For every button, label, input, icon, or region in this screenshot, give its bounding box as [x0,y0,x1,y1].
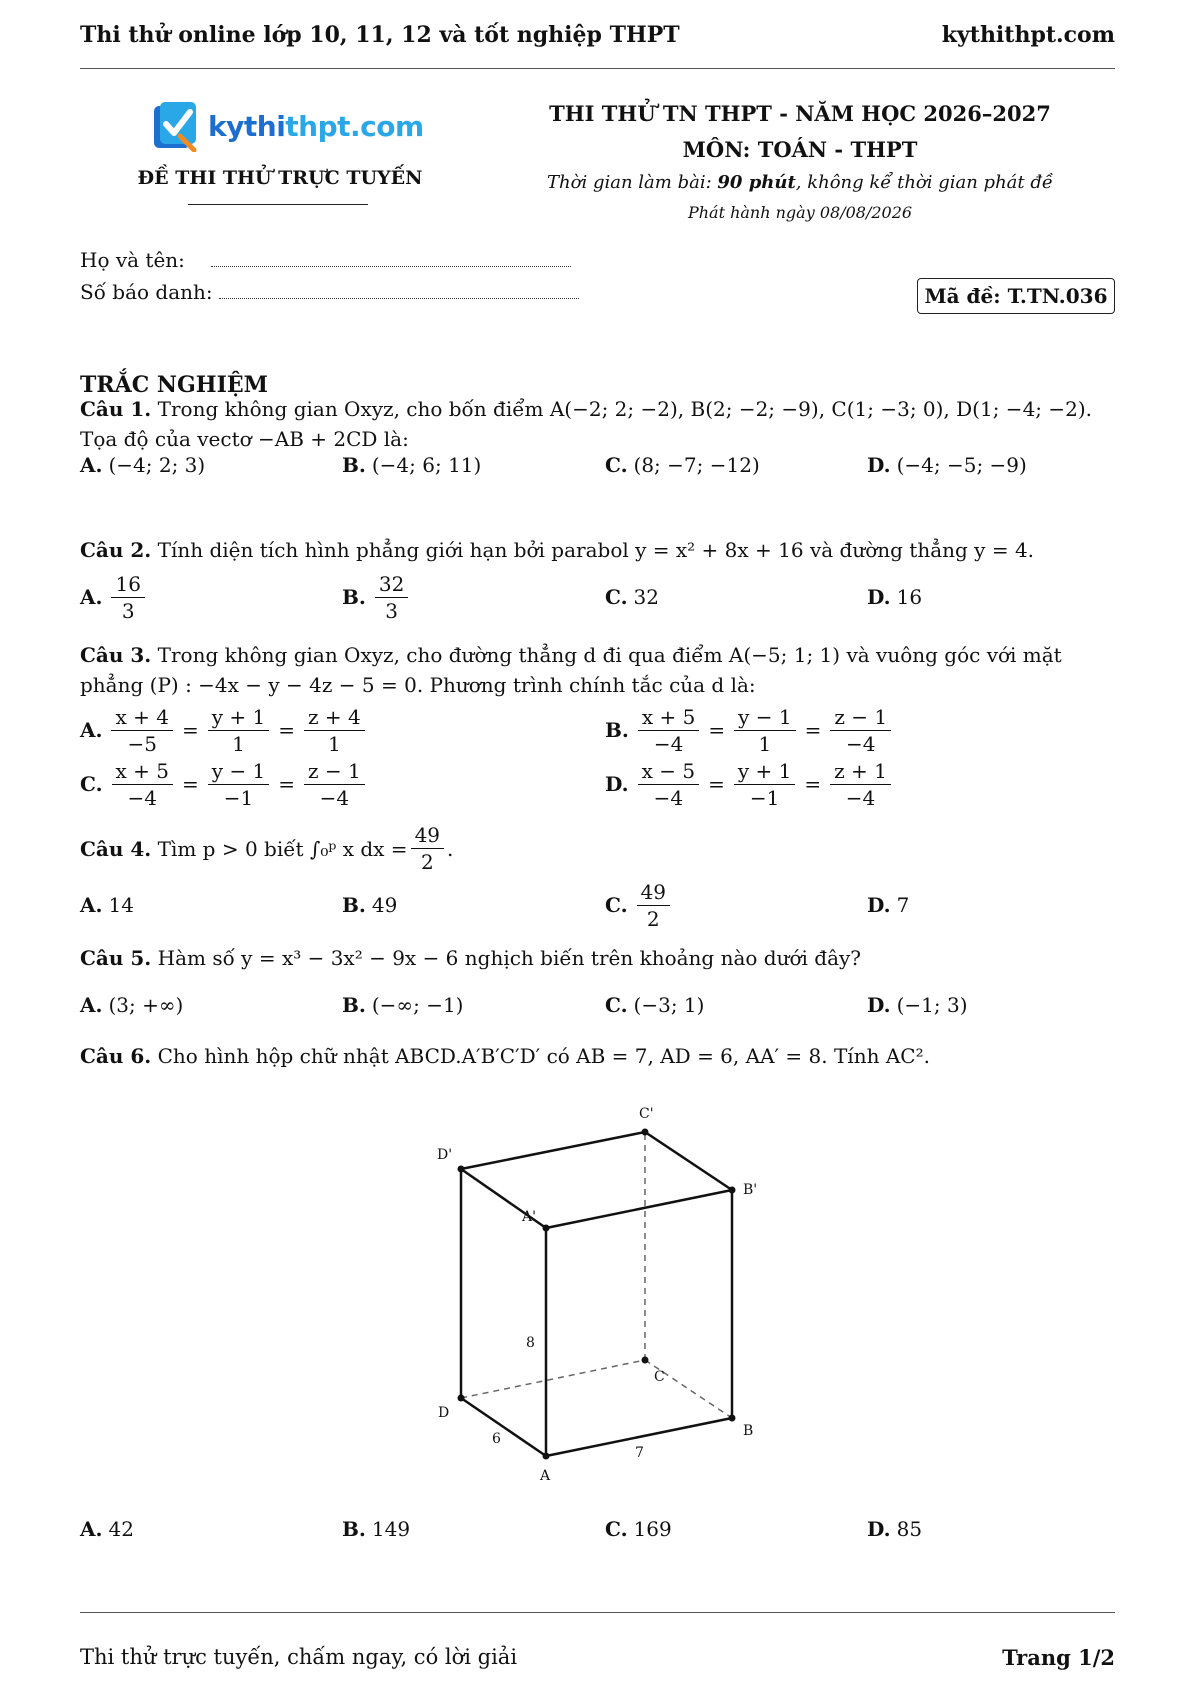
option-text: (3; +∞) [108,993,184,1017]
option-text: (−∞; −1) [371,993,464,1017]
equals-sign: = [181,718,199,742]
fraction-numerator: 16 [111,571,144,598]
edge-label-ad: 6 [492,1431,501,1447]
vertex-d1 [458,1166,465,1173]
option-d[interactable] [867,1504,922,1554]
question-text: Tính diện tích hình phẳng giới hạn bởi parabol y = x² + 8x + 16 và đường thẳng y = 4. [157,538,1035,562]
question-label: Câu 6. [80,1044,152,1068]
equals-sign: = [278,718,295,742]
option-label: A. [80,1517,103,1541]
equals-sign: = [804,772,822,796]
option-label: D. [867,453,891,477]
exam-subject: MÔN: TOÁN - THPT [682,137,918,162]
fraction-numerator: z + 1 [830,758,891,785]
id-label: Số báo danh: [80,280,213,304]
fraction-numerator: 32 [375,571,408,598]
cuboid-diagram [80,1085,1115,1505]
label-b1: B' [743,1182,758,1198]
footer-slogan: Thi thử trực tuyến, chấm ngay, có lời giải [80,1645,518,1669]
vertex-c [642,1357,649,1364]
option-b[interactable] [342,1504,410,1554]
equation-fraction [304,704,365,757]
option-d[interactable] [867,572,922,622]
question-label: Câu 2. [80,538,152,562]
label-d1: D' [437,1147,453,1163]
name-blank[interactable] [211,250,571,267]
fraction-denominator: 1 [758,731,772,756]
question-text: Trong không gian Oxyz, cho đường thẳng d đi qua điểm A(−5; 1; 1) và vuông góc với mặt phẳng (P) : −4x − y − 4z − 5 = 0. Phương trình chính tắc của d là: [80,643,1062,697]
option-label: C. [605,453,628,477]
question-label: Câu 1. [80,397,152,421]
question-label: Câu 4. [80,836,152,861]
vertex-b1 [729,1187,736,1194]
equation-fraction [304,758,365,811]
option-c[interactable] [605,880,673,930]
option-label: C. [605,1517,628,1541]
fraction-denominator: −5 [127,731,157,756]
option-a[interactable] [80,440,205,490]
option-label: D. [605,772,629,796]
logo-part-1: kythi [208,110,286,143]
option-label: B. [342,453,366,477]
edge-d1c1 [461,1132,645,1169]
option-label: A. [80,993,103,1017]
fraction-numerator: 49 [411,822,444,849]
equation-fraction [734,704,796,757]
edge-b1a1 [546,1190,732,1228]
equals-sign: = [708,772,725,796]
equals-sign: = [278,772,296,796]
page-number: Trang 1/2 [1002,1645,1115,1670]
question-label: Câu 5. [80,946,152,970]
option-fraction [375,571,408,624]
question-4 [80,822,1115,875]
equals-sign: = [708,718,726,742]
option-label: A. [80,893,103,917]
time-value: 90 phút [717,172,796,193]
option-text: (−4; 6; 11) [371,453,482,477]
question-label: Câu 3. [80,643,152,667]
option-d[interactable] [605,759,894,809]
logo-part-2: thpt.com [285,110,424,143]
time-prefix: Thời gian làm bài: [547,172,718,193]
exam-title: THI THỬ TN THPT - NĂM HỌC 2026–2027 [549,101,1051,126]
exam-release-date: Phát hành ngày 08/08/2026 [687,203,913,222]
label-c1: C' [639,1106,654,1122]
fraction-denominator: 3 [121,598,135,623]
footer-divider [80,1612,1115,1613]
option-text: (−4; −5; −9) [896,453,1027,477]
equation-fraction [111,704,172,757]
fraction-denominator: −4 [653,731,684,756]
question-6 [80,1041,1115,1071]
option-text: 16 [896,585,923,609]
option-label: A. [80,453,103,477]
fraction-numerator: y − 1 [734,704,796,731]
equals-sign: = [182,772,199,796]
option-label: C. [80,772,103,796]
vertex-a1 [543,1225,550,1232]
label-b: B [743,1423,754,1439]
fraction-denominator: −4 [845,785,876,810]
option-label: C. [605,585,628,609]
option-fraction [637,879,670,932]
exam-page [80,0,1115,1684]
question-text: Cho hình hộp chữ nhật ABCD.A′B′C′D′ có AB = 7, AD = 6, AA′ = 8. Tính AC². [157,1044,930,1068]
option-label: A. [80,585,103,609]
logo-icon [150,100,202,152]
option-c[interactable] [605,980,704,1030]
fraction-denominator: −4 [653,785,684,810]
id-field [80,280,579,304]
option-a[interactable] [80,572,148,622]
edge-da [461,1398,546,1456]
equation-fraction [112,758,173,811]
equation-fraction [734,758,796,811]
fraction-numerator: x + 5 [112,758,173,785]
option-label: C. [605,893,628,917]
vertex-b [729,1415,736,1422]
edge-dc [461,1360,645,1398]
label-a: A [540,1468,551,1484]
fraction-numerator: x − 5 [638,758,699,785]
option-a[interactable] [80,880,134,930]
question-fraction [411,822,444,875]
header-title: Thi thử online lớp 10, 11, 12 và tốt nghiệp THPT [80,22,680,48]
equation-fraction [830,758,891,811]
option-text: (8; −7; −12) [633,453,760,477]
option-b[interactable] [605,705,894,755]
option-c[interactable] [605,1504,672,1554]
equation-fraction [208,758,270,811]
option-d[interactable] [867,440,1027,490]
option-text: 32 [633,585,659,609]
exam-subtitle: ĐỀ THI THỬ TRỰC TUYẾN [137,167,423,189]
fraction-numerator: z + 4 [304,704,365,731]
fraction-denominator: −4 [127,785,158,810]
option-a[interactable] [80,980,183,1030]
option-b[interactable] [342,440,481,490]
fraction-numerator: 49 [637,879,670,906]
option-b[interactable] [342,572,411,622]
fraction-numerator: x + 5 [638,704,699,731]
option-d[interactable] [867,980,968,1030]
option-text: (−4; 2; 3) [108,453,206,477]
page-header [80,22,1115,52]
label-d: D [438,1405,450,1421]
subtitle-underline [188,204,368,205]
vertex-a [543,1453,550,1460]
option-text: 149 [371,1517,411,1541]
option-text: 85 [896,1517,923,1541]
fraction-denominator: −4 [846,731,876,756]
name-label: Họ và tên: [80,248,185,272]
exam-time [520,168,1080,198]
option-label: D. [867,1517,891,1541]
fraction-denominator: −4 [319,785,350,810]
question-text: Hàm số y = x³ − 3x² − 9x − 6 nghịch biến trên khoảng nào dưới đây? [157,946,862,970]
option-label: D. [867,993,891,1017]
id-blank[interactable] [219,282,579,299]
equals-sign: = [804,718,822,742]
equation-fraction [830,704,891,757]
option-c[interactable] [605,572,659,622]
option-text: (−1; 3) [896,993,968,1017]
option-b[interactable] [342,980,463,1030]
equation-fraction [638,758,699,811]
exam-code-box: Mã đề: T.TN.036 [917,278,1115,314]
option-fraction [111,571,144,624]
cuboid-figure [80,1085,1115,1505]
fraction-denominator: −1 [223,785,254,810]
fraction-numerator: y − 1 [208,758,270,785]
label-a1: A' [522,1209,536,1225]
page-footer [80,1645,1115,1669]
equation-fraction [208,704,270,757]
option-label: B. [342,993,366,1017]
fraction-numerator: y + 1 [734,758,796,785]
question-text: Tìm p > 0 biết ∫₀ᵖ x dx = [157,836,408,861]
edge-label-aa1: 8 [526,1335,535,1351]
fraction-numerator: y + 1 [208,704,270,731]
fraction-denominator: 1 [328,731,341,756]
edge-label-ab: 7 [635,1445,644,1461]
option-label: B. [342,893,366,917]
vertex-d [458,1395,465,1402]
option-d[interactable] [867,880,909,930]
option-label: B. [342,1517,366,1541]
question-text: Trong không gian Oxyz, cho bốn điểm A(−2; 2; −2), B(2; −2; −9), C(1; −3; 0), D(1; −4; −2). Tọa độ của vectơ −AB + 2CD là: [80,397,1093,451]
option-text: (−3; 1) [633,993,705,1017]
logo-wordmark [208,110,424,143]
fraction-numerator: x + 4 [111,704,172,731]
option-text: 42 [108,1517,134,1541]
exam-info [520,96,1080,228]
option-text: 7 [896,893,910,917]
option-label: D. [867,585,891,609]
edge-c1b1 [645,1132,732,1190]
option-c[interactable] [605,440,760,490]
label-c: C [654,1369,665,1385]
equation-fraction [638,704,699,757]
question-2 [80,535,1115,565]
option-label: B. [605,718,629,742]
option-label: D. [867,893,891,917]
fraction-denominator: 3 [385,598,398,623]
option-text: 169 [633,1517,672,1541]
fraction-denominator: 1 [232,731,245,756]
vertex-c1 [642,1129,649,1136]
option-text: 49 [371,893,398,917]
fraction-numerator: z − 1 [304,758,365,785]
option-a[interactable] [80,705,368,755]
question-3 [80,640,1115,700]
section-title: TRẮC NGHIỆM [80,372,268,398]
header-divider [80,68,1115,69]
fraction-denominator: 2 [646,906,660,931]
header-site[interactable]: kythithpt.com [941,22,1115,48]
option-c[interactable] [80,759,368,809]
site-logo[interactable] [150,100,424,156]
fraction-numerator: z − 1 [830,704,891,731]
option-label: B. [342,585,366,609]
option-b[interactable] [342,880,397,930]
question-5 [80,943,1115,973]
sentence-period: . [447,836,454,861]
time-suffix: , không kể thời gian phát đề [795,172,1053,193]
fraction-denominator: 2 [420,850,434,874]
option-label: C. [605,993,628,1017]
option-a[interactable] [80,1504,134,1554]
option-label: A. [80,718,103,742]
option-text: 14 [108,893,134,917]
fraction-denominator: −1 [749,785,780,810]
name-field [80,248,571,272]
